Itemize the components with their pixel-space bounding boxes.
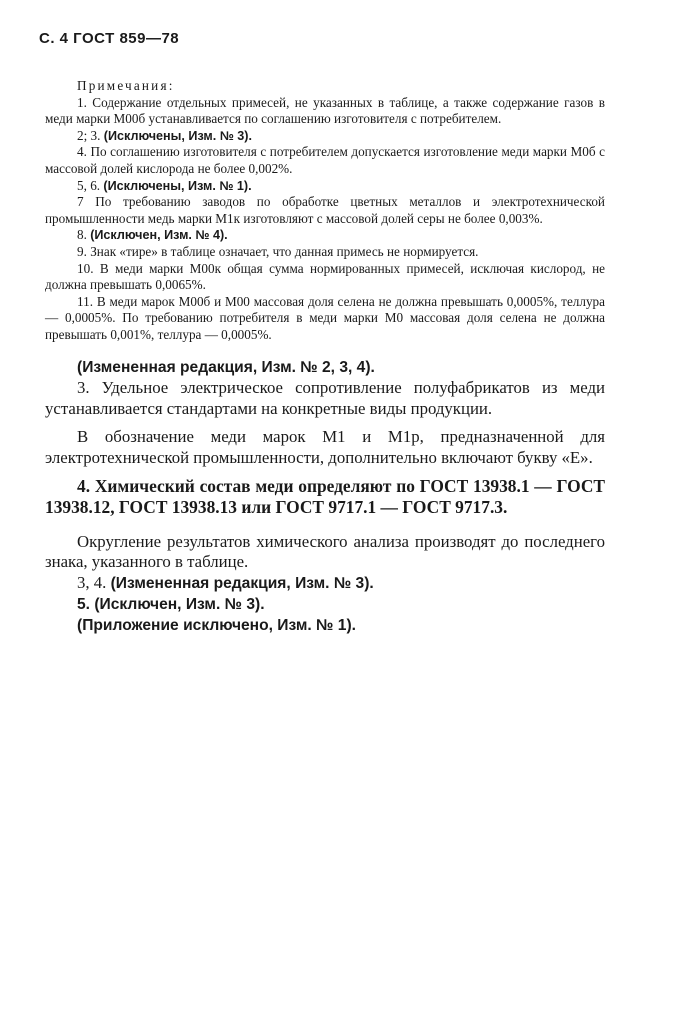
paragraph-3-designation: В обозначение меди марок М1 и М1р, предназначенной для электротехнической промышленности, дополнительно включают букву «Е».	[45, 427, 605, 467]
edit-note-2-status: (Измененная редакция, Изм. № 3).	[110, 574, 374, 592]
paragraph-5	[45, 594, 605, 615]
note-11: 11. В меди марок М00б и М00 массовая доля селена не должна превышать 0,0005%, теллура — 0,0005%. По требованию потребителя в меди марки М0 массовая доля селена не должна превышать 0,001%, теллура — 0,0005%.	[45, 293, 605, 342]
paragraph-4: 4. Химический состав меди определяют по ГОСТ 13938.1 — ГОСТ 13938.12, ГОСТ 13938.13 или ГОСТ 9717.1 — ГОСТ 9717.3.	[45, 476, 605, 518]
note-10: 10. В меди марки М00к общая сумма нормированных примесей, исключая кислород, не должна превышать 0,0065%.	[45, 260, 605, 293]
edit-note-1: (Измененная редакция, Изм. № 2, 3, 4).	[77, 359, 375, 376]
paragraph-5-status: (Исключен, Изм. № 3).	[94, 596, 265, 614]
page-header: С. 4 ГОСТ 859—78	[39, 30, 180, 47]
paragraph-3: 3. Удельное электрическое сопротивление полуфабрикатов из меди устанавливается стандартами на конкретные виды продукции.	[45, 378, 605, 418]
edit-note-2	[45, 573, 605, 594]
notes-section	[45, 78, 605, 344]
note-5-6-status: (Исключены, Изм. № 1).	[103, 178, 252, 193]
edit-note-2-number: 3, 4.	[77, 572, 111, 592]
paragraph-4-rounding: Округление результатов химического анализа производят до последнего знака, указанного в таблице.	[45, 532, 605, 572]
paragraph-5-number: 5.	[77, 596, 95, 614]
note-9: 9. Знак «тире» в таблице означает, что данная примесь не нормируется.	[77, 243, 479, 259]
main-text	[45, 358, 605, 636]
note-8	[45, 227, 605, 244]
note-8-number: 8.	[77, 227, 91, 243]
note-5-6	[45, 178, 605, 195]
note-5-6-number: 5, 6.	[77, 177, 104, 193]
note-4: 4. По соглашению изготовителя с потребителем допускается изготовление меди марки М0б с массовой долей кислорода не более 0,002%.	[45, 144, 605, 176]
note-1: 1. Содержание отдельных примесей, не указанных в таблице, а также содержание газов в меди марки М00б устанавливается по соглашению изготовителя с потребителем.	[45, 94, 605, 127]
note-8-status: (Исключен, Изм. № 4).	[90, 228, 228, 243]
note-7: 7 По требованию заводов по обработке цветных металлов и электротехнической промышленности медь марки М1к изготовляют с массовой долей серы не более 0,003%.	[45, 194, 605, 226]
note-2-3-number: 2; 3.	[77, 127, 104, 143]
appendix-note: (Приложение исключено, Изм. № 1).	[77, 616, 356, 634]
notes-title: Примечания:	[77, 78, 175, 93]
note-2-3-status: (Исключены, Изм. № 3).	[103, 128, 252, 143]
note-2-3	[45, 128, 605, 145]
